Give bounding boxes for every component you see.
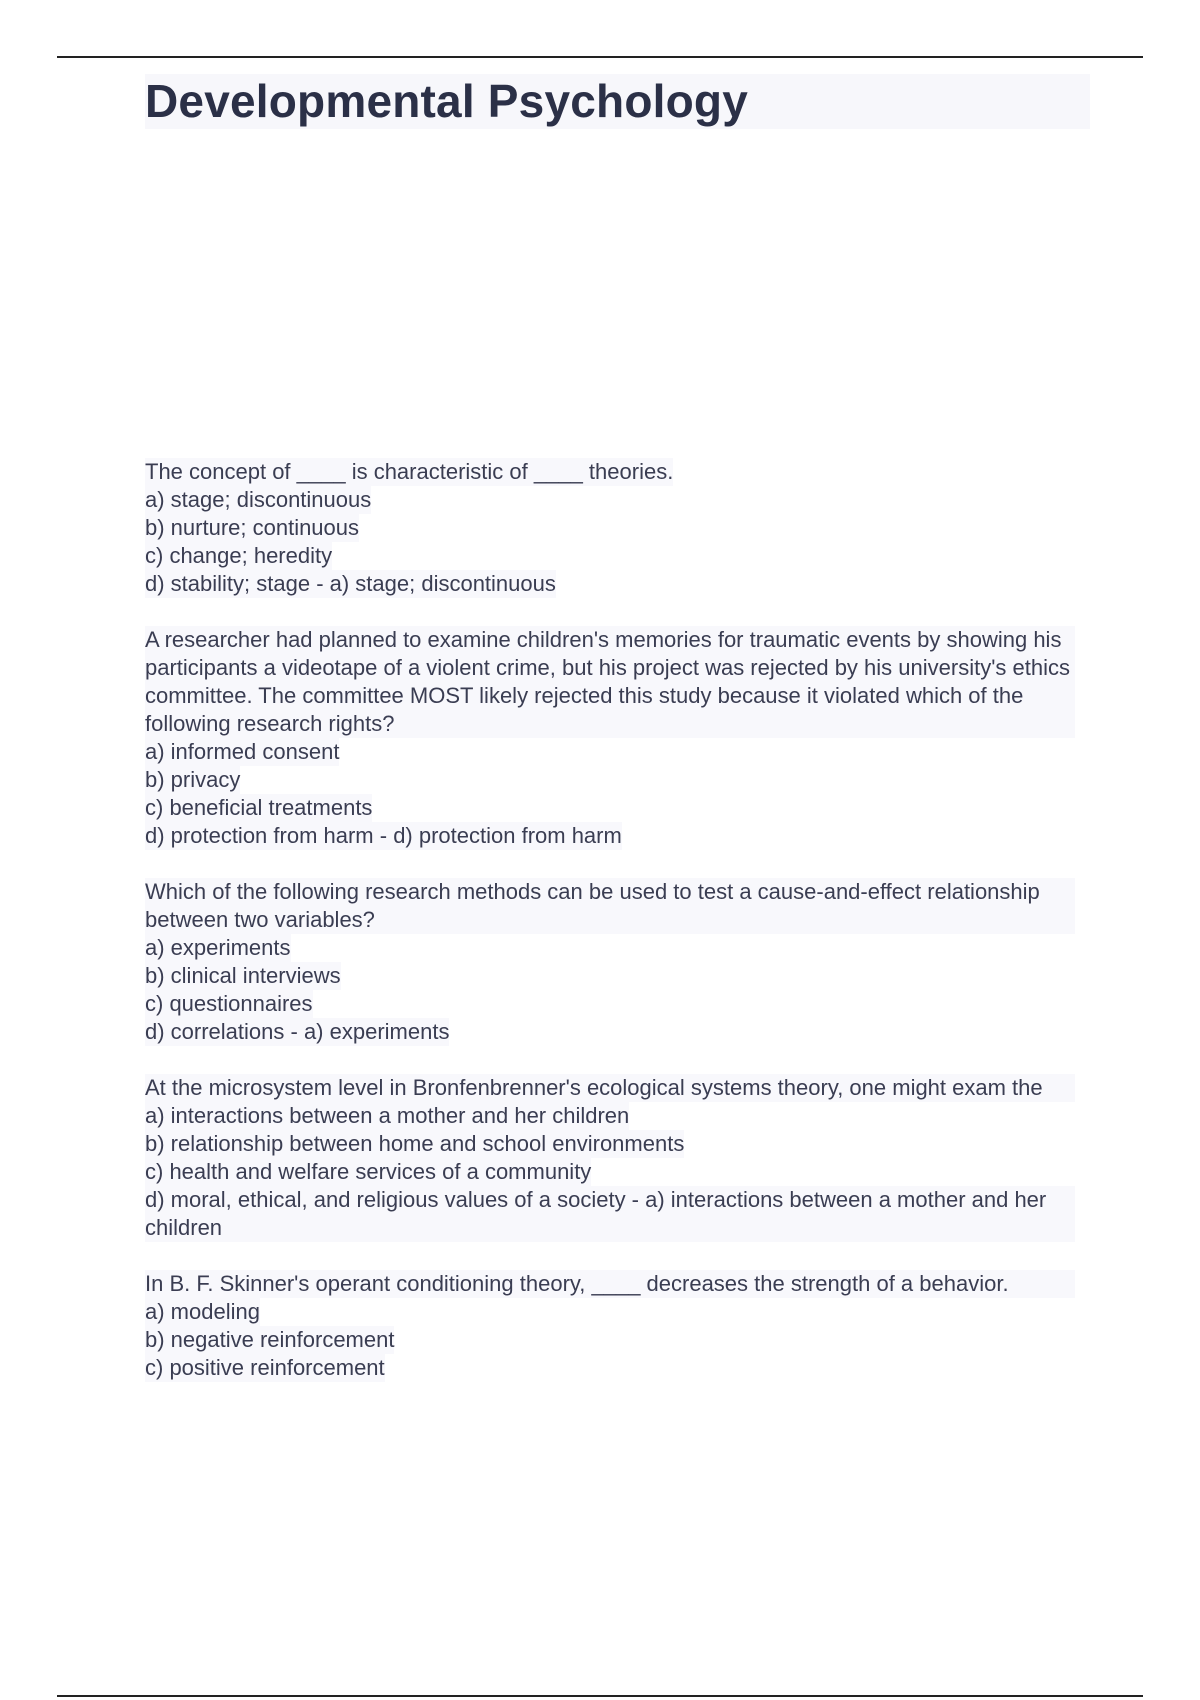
answer-option: a) experiments	[145, 935, 291, 960]
answer-option-with-answer: d) moral, ethical, and religious values of a society - a) interactions between a mother and her children	[145, 1186, 1075, 1242]
answer-option: b) negative reinforcement	[145, 1327, 395, 1352]
answer-option-with-answer: d) stability; stage - a) stage; discontinuous	[145, 571, 556, 596]
answer-option: a) informed consent	[145, 739, 340, 764]
answer-option-with-answer: d) correlations - a) experiments	[145, 1019, 450, 1044]
answer-option: c) beneficial treatments	[145, 795, 373, 820]
top-rule	[57, 56, 1143, 58]
bottom-rule	[57, 1695, 1143, 1697]
answer-option: c) positive reinforcement	[145, 1355, 385, 1380]
question-4	[145, 1074, 1075, 1242]
answer-option: a) stage; discontinuous	[145, 487, 372, 512]
answer-option: b) nurture; continuous	[145, 515, 360, 540]
answer-option: b) privacy	[145, 767, 241, 792]
question-prompt: At the microsystem level in Bronfenbrenner's ecological systems theory, one might exam the	[145, 1074, 1075, 1102]
answer-option: b) clinical interviews	[145, 963, 341, 988]
question-5	[145, 1270, 1075, 1382]
question-prompt: In B. F. Skinner's operant conditioning theory, ____ decreases the strength of a behavior.	[145, 1270, 1075, 1298]
answer-option: c) health and welfare services of a community	[145, 1159, 592, 1184]
question-1	[145, 458, 1075, 598]
answer-option: a) interactions between a mother and her children	[145, 1103, 630, 1128]
answer-option: c) change; heredity	[145, 543, 333, 568]
question-prompt: The concept of ____ is characteristic of ____ theories.	[145, 459, 674, 484]
question-3	[145, 878, 1075, 1046]
question-2	[145, 626, 1075, 850]
question-list	[145, 458, 1075, 1410]
answer-option: a) modeling	[145, 1299, 260, 1324]
question-prompt: Which of the following research methods can be used to test a cause-and-effect relationship between two variables?	[145, 878, 1075, 934]
question-prompt: A researcher had planned to examine children's memories for traumatic events by showing his participants a videotape of a violent crime, but his project was rejected by his university's ethics committee. The committee MOST likely rejected this study because it violated which of the following research rights?	[145, 626, 1075, 738]
answer-option-with-answer: d) protection from harm - d) protection from harm	[145, 823, 622, 848]
answer-option: b) relationship between home and school environments	[145, 1131, 685, 1156]
answer-option: c) questionnaires	[145, 991, 313, 1016]
document-title: Developmental Psychology	[145, 75, 748, 127]
